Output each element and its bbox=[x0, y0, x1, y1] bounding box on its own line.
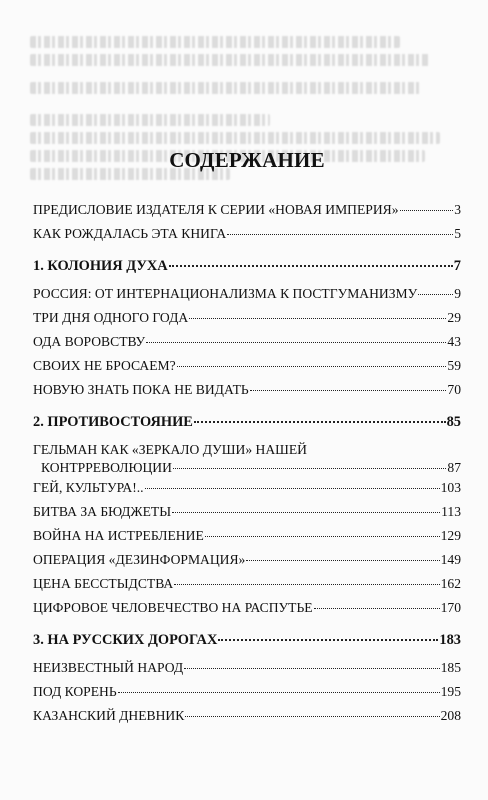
toc-entry-page: 129 bbox=[440, 528, 461, 543]
toc-section bbox=[33, 632, 461, 656]
toc-entry-title: НЕИЗВЕСТНЫЙ НАРОД bbox=[33, 660, 184, 675]
bleed-line bbox=[30, 132, 440, 144]
toc-entry bbox=[33, 286, 461, 310]
dot-leader bbox=[400, 210, 454, 211]
toc-entry bbox=[33, 334, 461, 358]
toc-entry-title-line2: КОНТРРЕВОЛЮЦИИ bbox=[41, 460, 172, 475]
toc-entry-page: 29 bbox=[447, 310, 461, 325]
toc-section-page: 183 bbox=[439, 632, 461, 648]
dot-leader bbox=[184, 668, 439, 669]
dot-leader bbox=[246, 560, 439, 561]
dot-leader bbox=[314, 608, 440, 609]
toc-entry-page: 113 bbox=[441, 504, 461, 519]
toc-section-title: 1. КОЛОНИЯ ДУХА bbox=[33, 258, 168, 274]
toc-entry bbox=[33, 504, 461, 528]
bleed-line bbox=[30, 54, 430, 66]
toc-section bbox=[33, 258, 461, 282]
toc-entry-page: 59 bbox=[447, 358, 461, 373]
toc-entry-page: 170 bbox=[440, 600, 461, 615]
toc-entry-title-line1: ГЕЛЬМАН КАК «ЗЕРКАЛО ДУШИ» НАШЕЙ bbox=[33, 442, 307, 457]
toc-entry-title: ОПЕРАЦИЯ «ДЕЗИНФОРМАЦИЯ» bbox=[33, 552, 246, 567]
toc-section-title: 3. НА РУССКИХ ДОРОГАХ bbox=[33, 632, 218, 648]
toc-entry bbox=[33, 552, 461, 576]
dot-leader bbox=[172, 512, 440, 513]
toc-entry bbox=[33, 660, 461, 684]
toc-entry-title: ОДА ВОРОВСТВУ bbox=[33, 334, 146, 349]
toc-entry-page: 149 bbox=[440, 552, 461, 567]
toc-entry-title: ЦЕНА БЕССТЫДСТВА bbox=[33, 576, 174, 591]
toc-entry-title: ТРИ ДНЯ ОДНОГО ГОДА bbox=[33, 310, 189, 325]
toc-entry bbox=[33, 600, 461, 624]
toc-entry-title: ПРЕДИСЛОВИЕ ИЗДАТЕЛЯ К СЕРИИ «НОВАЯ ИМПЕРИЯ» bbox=[33, 202, 399, 217]
toc-entry-title: ВОЙНА НА ИСТРЕБЛЕНИЕ bbox=[33, 528, 204, 543]
toc-entry bbox=[33, 684, 461, 708]
toc-entry-title: БИТВА ЗА БЮДЖЕТЫ bbox=[33, 504, 172, 519]
toc-entry-page: 185 bbox=[440, 660, 461, 675]
toc-entry-page: 70 bbox=[447, 382, 461, 397]
bleed-line bbox=[30, 82, 420, 94]
toc-entry bbox=[33, 528, 461, 552]
toc-entry-page: 103 bbox=[440, 480, 461, 495]
dot-leader bbox=[189, 318, 446, 319]
dot-leader bbox=[185, 716, 439, 717]
toc-entry-page: 162 bbox=[440, 576, 461, 591]
toc-entry-page: 43 bbox=[447, 334, 461, 349]
dot-leader bbox=[250, 390, 447, 391]
toc-entry-title: КАЗАНСКИЙ ДНЕВНИК bbox=[33, 708, 185, 723]
bleed-line bbox=[30, 114, 270, 126]
dot-leader bbox=[146, 342, 446, 343]
dot-leader bbox=[205, 536, 440, 537]
toc-entry bbox=[33, 708, 461, 732]
toc-entry bbox=[33, 576, 461, 600]
toc-entry-title: ГЕЙ, КУЛЬТУРА!.. bbox=[33, 480, 144, 495]
toc-section-title: 2. ПРОТИВОСТОЯНИЕ bbox=[33, 414, 193, 430]
dot-leader bbox=[118, 692, 440, 693]
toc-section-page: 7 bbox=[453, 258, 461, 274]
dot-leader bbox=[174, 584, 439, 585]
toc-entry-title: НОВУЮ ЗНАТЬ ПОКА НЕ ВИДАТЬ bbox=[33, 382, 249, 397]
toc-entry-title: СВОИХ НЕ БРОСАЕМ? bbox=[33, 358, 176, 373]
bleed-line bbox=[30, 36, 400, 48]
toc-entry-page: 87 bbox=[447, 460, 461, 475]
toc-section-page: 85 bbox=[446, 414, 461, 430]
dot-leader bbox=[173, 468, 446, 469]
toc-entry bbox=[33, 358, 461, 382]
toc-entry-page: 3 bbox=[454, 202, 461, 217]
toc-entry bbox=[33, 480, 461, 504]
toc-entry bbox=[33, 310, 461, 334]
toc-entry-title: КАК РОЖДАЛАСЬ ЭТА КНИГА bbox=[33, 226, 227, 241]
toc-section bbox=[33, 414, 461, 438]
toc-entry-page: 208 bbox=[440, 708, 461, 723]
dot-leader bbox=[145, 488, 440, 489]
dot-leader bbox=[177, 366, 447, 367]
toc-entry-title: ПОД КОРЕНЬ bbox=[33, 684, 117, 699]
toc-entry bbox=[33, 226, 461, 250]
dot-leader bbox=[169, 265, 453, 267]
toc-entry-page: 5 bbox=[454, 226, 461, 241]
toc-entry-page: 195 bbox=[440, 684, 461, 699]
dot-leader bbox=[227, 234, 453, 235]
toc-entry-title: РОССИЯ: ОТ ИНТЕРНАЦИОНАЛИЗМА К ПОСТГУМАНИЗМУ bbox=[33, 286, 418, 301]
dot-leader bbox=[194, 421, 446, 423]
dot-leader bbox=[218, 639, 438, 641]
toc-entry-title-line2-row bbox=[41, 460, 461, 476]
dot-leader bbox=[418, 294, 453, 295]
toc-entry-title: ЦИФРОВОЕ ЧЕЛОВЕЧЕСТВО НА РАСПУТЬЕ bbox=[33, 600, 313, 615]
toc-entry-page: 9 bbox=[454, 286, 461, 301]
toc-entry bbox=[33, 202, 461, 226]
toc-entry bbox=[33, 442, 461, 478]
toc-heading: СОДЕРЖАНИЕ bbox=[169, 148, 325, 172]
toc-entry bbox=[33, 382, 461, 406]
